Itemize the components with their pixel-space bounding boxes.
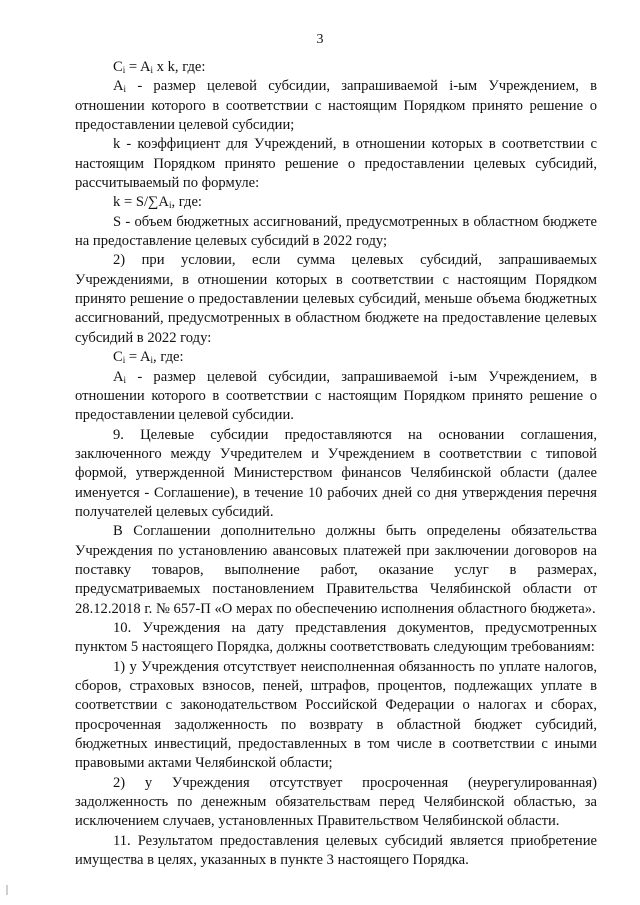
subscript: i: [150, 355, 154, 366]
paragraph-text: - размер целевой субсидии, запрашиваемой i-ым Учреждением, в отношении которого в соответствии с настоящим Порядком принято решение о предоставлении целевой субсидии;: [75, 78, 597, 134]
formula-text: C: [113, 59, 123, 75]
paragraph-requirement-1: 1) у Учреждения отсутствует неисполненная обязанность по уплате налогов, сборов, страховых взносов, пеней, штрафов, процентов, подлежащих уплате в соответствии с законодательством Российской Федерации о налогах и сборах, просроченная задолженность по возврату в областной бюджет субсидий, бюджетных инвестиций, предоставленных в том числе в соответствии с иными правовыми актами Челябинской области;: [75, 658, 597, 772]
formula-text: = A: [125, 59, 151, 75]
paragraph-k-definition: k - коэффициент для Учреждений, в отношении которых в соответствии с настоящим Порядком принято решение о предоставлении целевых субсидий, рассчитываемый по формуле:: [75, 136, 597, 192]
paragraph-condition-2: 2) при условии, если сумма целевых субсидий, запрашиваемых Учреждениями, в отношении которых в соответствии с настоящим Порядком принято решение о предоставлении целевых субсидий, меньше объема бюджетных ассигнований, предусмотренных в областном бюджете на предоставление целевых субсидий в 2022 году:: [75, 252, 597, 346]
paragraph-ai-definition: [75, 77, 597, 135]
paragraph-requirement-2: 2) у Учреждения отсутствует просроченная (неурегулированная) задолженность по денежным обязательствам перед Челябинской областью, за исключением случаев, установленных Правительством Челябинской области.: [75, 774, 597, 830]
subscript: i: [150, 65, 154, 75]
formula-text: , где:: [171, 194, 202, 211]
subscript: i: [123, 84, 127, 95]
scan-mark: [6, 885, 8, 895]
subscript: i: [122, 65, 126, 75]
subscript: i: [168, 200, 172, 211]
paragraph-item-10: 10. Учреждения на дату представления документов, предусмотренных пунктом 5 настоящего Порядка, должны соответствовать следующим требованиям:: [75, 619, 597, 656]
paragraph-s-definition: S - объем бюджетных ассигнований, предусмотренных в областном бюджете на предоставление целевых субсидий в 2022 году;: [75, 213, 597, 250]
formula-text: k = S/∑A: [113, 194, 169, 211]
document-body: [75, 58, 597, 870]
page-number: 3: [316, 32, 324, 47]
paragraph-item-11: 11. Результатом предоставления целевых субсидий является приобретение имущества в целях, указанных в пункте 3 настоящего Порядка.: [75, 832, 597, 869]
formula-k: [75, 193, 597, 212]
formula-text: C: [113, 349, 123, 366]
formula-ci-ai-k: [75, 58, 597, 77]
subscript: i: [123, 374, 127, 385]
formula-text: , где:: [153, 349, 184, 366]
formula-ci-ai: [75, 348, 597, 367]
formula-text: A: [113, 78, 124, 95]
paragraph-agreement: В Соглашении дополнительно должны быть определены обязательства Учреждения по установлению авансовых платежей при заключении договоров на поставку товаров, выполнение работ, оказание услуг в размерах, предусматриваемых постановлением Правительства Челябинской области от 28.12.2018 г. № 657-П «О мерах по обеспечению исполнения областного бюджета».: [75, 523, 597, 617]
formula-text: x k, где:: [153, 59, 206, 75]
subscript: i: [122, 355, 126, 366]
paragraph-item-9: 9. Целевые субсидии предоставляются на основании соглашения, заключенного между Учредителем и Учреждением в соответствии с типовой формой, утвержденной Министерством финансов Челябинской области (далее именуется - Соглашение), в течение 10 рабочих дней со дня утверждения перечня получателей целевых субсидий.: [75, 426, 597, 520]
formula-text: A: [113, 368, 124, 385]
formula-text: = A: [125, 349, 151, 366]
paragraph-text: - размер целевой субсидии, запрашиваемой i-ым Учреждением, в отношении которого в соответствии с настоящим Порядком принято решение о предоставлении целевой субсидии.: [75, 368, 597, 424]
paragraph-ai-definition-2: [75, 368, 597, 426]
